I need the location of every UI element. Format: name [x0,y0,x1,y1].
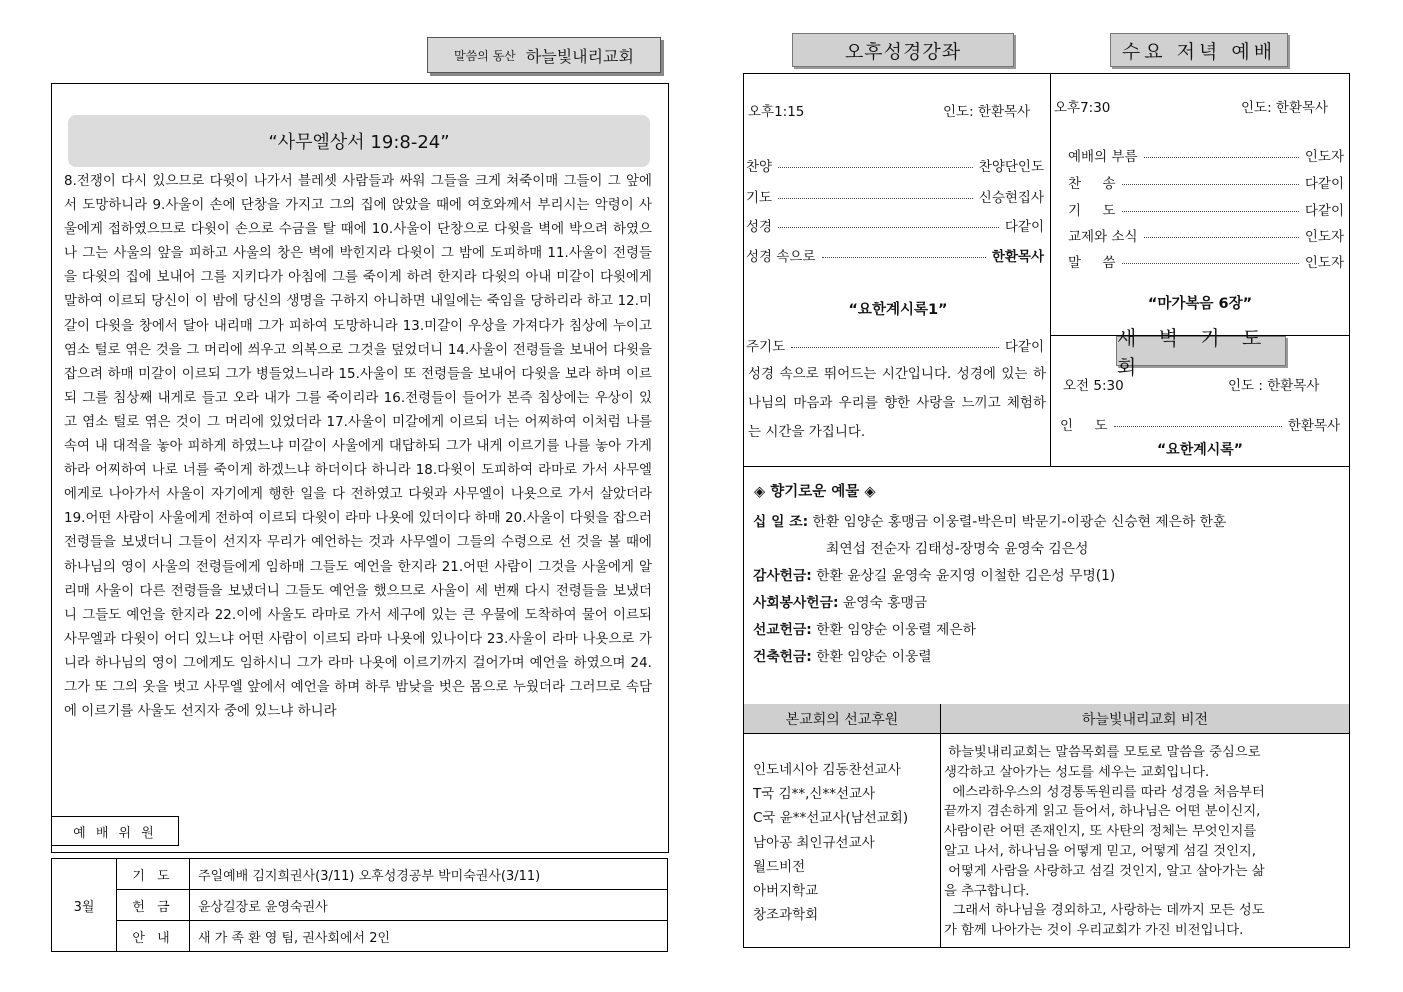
wednesday-topic: “마가복음 6장” [1147,296,1253,312]
list-item: 창조과학회 [753,907,819,924]
afternoon-order-row [746,155,1044,175]
afternoon-order-row [746,245,1044,265]
vision-line: 가 함께 나아가는 것이 우리교회가 가진 비전입니다. [944,923,1244,939]
offering-divider [743,466,1350,467]
list-item: 인도네시아 김동찬선교사 [753,762,901,778]
order-by: 찬양단인도 [978,159,1044,175]
frame-left [743,73,744,948]
offering-line [753,564,1115,584]
offering-line [753,591,927,611]
order-item: 예배의 부름 [1068,149,1138,165]
frame-mid-divider [1050,73,1051,466]
order-item: 성경 [746,219,773,235]
table-row [52,921,668,952]
order-by: 다같이 [1304,203,1344,219]
frame-bottom [743,947,1350,948]
offering-label: 십 일 조: [753,514,809,530]
offering-names: 한환 윤상길 윤영숙 윤지영 이철한 김은성 무명(1) [816,568,1116,584]
offering-names: 최연섭 전순자 김태성-장명숙 윤영숙 김은성 [826,541,1089,557]
order-by: 신승현집사 [978,190,1044,206]
afternoon-order-row [746,186,1044,206]
vision-line: 을 추구합니다. [944,883,1030,899]
missions-list [753,758,908,927]
church-name: 하늘빛내리교회 [525,46,634,66]
leader-dots [1122,211,1299,212]
afternoon-closing-row [746,335,1044,355]
offering-line [753,645,932,665]
offering-names: 한환 임양순 홍맹금 이웅렬-박은미 박문기-이광순 신승현 제은하 한훈 [812,514,1227,530]
scripture-text: 8.전쟁이 다시 있으므로 다윗이 나가서 블레셋 사람들과 싸워 그들을 크게 쳐죽이매 그들이 그 앞에서 도망하니라 9.사울이 손에 단창을 가지고 그의 집에 앉았을 때에 여호와께서 부리시는 악령이 사울에게 접하였으므로 다윗이 손으로 수금을 탈 때에 10.사울이 단창으로 다윗을 벽에 박으려 하였으나 그는 사울의 앞을 피하고 사울의 창은 벽에 박힌지라 다윗이 그 밤에 도피하매 11.사울이 전령들을 다윗의 집에 보내어 그를 지키다가 아침에 그를 죽이게 하려 한지라 다윗의 아내 미갈이 다윗에게 말하여 이르되 당신이 이 밤에 당신의 생명을 구하지 아니하면 내일에는 죽임을 당하리라 하고 12.미갈이 다윗을 창에서 달아 내리매 그가 피하여 도망하니라 13.미갈이 우상을 가져다가 침상에 누이고 염소 털로 엮은 것을 그 머리에 씌우고 의복으로 그것을 덮었더니 14.사울이 전령들을 보내어 다윗을 잡으려 하매 미갈이 이르되 그가 병들었느니라 15.사울이 또 전령들을 보내어 다윗을 보라 하며 이르되 그를 침상째 내게로 들고 오라 내가 그를 죽이리라 16.전령들이 들어가 본즉 침상에는 우상이 있고 염소 털로 엮은 것이 그 머리에 있었더라 17.사울이 미갈에게 이르되 너는 어찌하여 이처럼 나를 속여 내 대적을 놓아 피하게 하였느냐 미갈이 사울에게 대답하되 그가 내게 이르기를 나를 놓아 가게 하라 어찌하여 나로 너를 죽이게 하겠느냐 하더이다 하니라 18.다윗이 도피하여 라마로 가서 사무엘에게로 나아가서 사울이 자기에게 행한 일을 다 전하였고 다윗과 사무엘이 나욧으로 가서 살았더라 19.어떤 사람이 사울에게 전하여 이르되 다윗이 라마 나욧에 있더이다 하매 20.사울이 다윗을 잡으러 전령들을 보냈더니 그들이 선지자 무리가 예언하는 것과 사무엘이 그들의 수령으로 선 것을 볼 때에 하나님의 영이 사울의 전령들에게 임하매 그들도 예언을 한지라 21.어떤 사람이 그것을 사울에게 알리매 사울이 다른 전령들을 보냈더니 그들도 예언을 했으므로 사울이 세 번째 다시 전령들을 보냈더니 그들도 예언을 한지라 22.이에 사울도 라마로 가서 세구에 있는 큰 우물에 도착하여 물어 이르되 사무엘과 다윗이 어디 있느냐 어떤 사람이 이르되 라마 나욧에 있나이다 23.사울이 라마 나욧으로 가니라 하나님의 영이 그에게도 임하시니 그가 라마 나욧에 이르기까지 걸어가며 예언을 하였으며 24.그가 또 그의 옷을 벗고 사무엘 앞에서 예언을 하며 하루 밤낮을 벗은 몸으로 누웠더라 그러므로 속담에 이르기를 사울도 선지자 중에 있느냐 하니라 [64,174,653,720]
vision-line: 알고 나서, 하나님을 어떻게 믿고, 어떻게 섬길 것인지, [944,843,1257,859]
order-item: 말 씀 [1068,255,1116,271]
offering-label: 건축헌금: [753,649,812,665]
order-by: 한환목사 [991,249,1044,265]
list-item: 월드비전 [753,858,806,875]
order-item: 주기도 [746,339,786,355]
vision-line: 에스라하우스의 성경통독원리를 따라 성경을 처음부터 [944,784,1265,800]
wednesday-order-row [1068,199,1344,219]
leader-dots [1114,426,1282,427]
committee-role: 안 내 [117,921,190,952]
leader-dots [1144,237,1299,238]
offering-line [753,618,976,638]
wednesday-service-title: 수요 저녁 예배 [1110,33,1288,67]
order-item: 찬 송 [1068,176,1116,192]
dawn-leader: 인도 : 한환목사 [1228,378,1320,394]
offering-label: 감사헌금: [753,568,812,584]
leader-dots [1144,157,1299,158]
table-row [52,890,668,921]
missions-vision-divider [940,704,941,948]
vision-line: 사람이란 어떤 존재인지, 또 사탄의 정체는 무엇인지를 [944,824,1257,840]
vision-line: 어떻게 사람을 사랑하고 섬길 것인지, 알고 살아가는 삶 [944,863,1265,879]
dawn-time: 오전 5:30 [1063,378,1124,394]
wednesday-order-row [1068,172,1344,192]
list-item: 남아공 최인규선교사 [753,834,875,851]
order-by: 인도자 [1304,149,1344,165]
order-by: 다같이 [1304,176,1344,192]
worship-committee-table [51,858,668,952]
list-item: C국 윤**선교사(남선교회) [753,810,909,827]
order-by: 다같이 [1004,219,1044,235]
leader-dots [778,227,999,228]
leader-dots [822,257,986,258]
order-by: 인도자 [1304,255,1344,271]
list-item: T국 김**,신**선교사 [753,786,876,803]
vision-line: 하늘빛내리교회는 말씀목회를 모토로 말씀을 중심으로 [944,745,1261,760]
order-item: 인 도 [1060,418,1108,434]
offerings-title: ◈ 향기로운 예물 ◈ [754,484,876,500]
offering-line [826,537,1088,557]
missions-header: 본교회의 선교후원 [744,704,940,734]
church-slogan: 말씀의 동산 [454,48,516,63]
offering-names: 한환 임양순 이웅렬 제은하 [816,622,976,638]
wednesday-order-row [1068,225,1344,245]
dawn-topic: “요한계시록” [1156,442,1244,458]
order-by: 인도자 [1304,229,1344,245]
sermon-title: “사무엘상서 19:8-24” [68,115,650,167]
wednesday-order-row [1068,251,1344,271]
committee-detail: 새 가 족 환 영 팀, 권사회에서 2인 [190,921,668,952]
afternoon-study-title: 오후성경강좌 [792,33,1014,67]
offering-line [753,510,1226,530]
worship-committee-label: 예 배 위 원 [51,816,179,846]
vision-line: 그래서 하나님을 경외하고, 사랑하는 데까지 모든 성도 [944,903,1265,919]
order-item: 찬양 [746,159,773,175]
vision-line: 끝까지 겸손하게 읽고 들어서, 하나님은 어떤 분이신지, [944,804,1261,820]
committee-role: 기 도 [117,859,190,890]
afternoon-leader: 인도: 한환목사 [943,104,1031,120]
wednesday-time: 오후7:30 [1054,100,1111,116]
order-by: 다같이 [1004,339,1044,355]
offering-names: 한환 임양순 이웅렬 [816,649,932,665]
order-item: 교제와 소식 [1068,229,1138,245]
afternoon-order-row [746,215,1044,235]
frame-right [1349,73,1350,948]
dawn-order-row [1060,414,1340,434]
table-row [52,859,668,890]
order-by: 한환목사 [1287,418,1340,434]
order-item: 기도 [746,190,773,206]
wednesday-order-row [1068,145,1344,165]
committee-month: 3월 [52,859,117,952]
wednesday-leader: 인도: 한환목사 [1241,100,1329,116]
leader-dots [778,167,973,168]
leader-dots [1122,184,1299,185]
leader-dots [1122,263,1299,264]
list-item: 아버지학교 [753,883,819,900]
order-item: 성경 속으로 [746,249,816,265]
committee-role: 헌 금 [117,890,190,921]
vision-line: 생각하고 살아가는 성도를 세우는 교회입니다. [944,764,1210,780]
afternoon-description: 성경 속으로 뛰어드는 시간입니다. 성경에 있는 하나님의 마음과 우리를 향한 사랑을 느끼고 체험하는 시간을 가집니다. [748,366,1046,440]
order-item: 기 도 [1068,203,1116,219]
afternoon-time: 오후1:15 [748,104,805,120]
leader-dots [791,347,999,348]
committee-detail: 주일예배 김지희권사(3/11) 오후성경공부 박미숙권사(3/11) [190,859,668,890]
dawn-prayer-title: 새 벽 기 도 회 [1116,336,1286,366]
afternoon-topic: “요한계시록1” [848,302,948,318]
vision-header: 하늘빛내리교회 비전 [941,704,1349,734]
offering-names: 윤영숙 홍맹금 [842,595,928,611]
committee-detail: 윤상길장로 윤영숙권사 [190,890,668,921]
vision-text [944,743,1346,941]
offering-label: 선교헌금: [753,622,812,638]
church-header [427,37,661,73]
frame-top [743,73,1350,74]
offering-label: 사회봉사헌금: [753,595,839,611]
leader-dots [778,198,973,199]
